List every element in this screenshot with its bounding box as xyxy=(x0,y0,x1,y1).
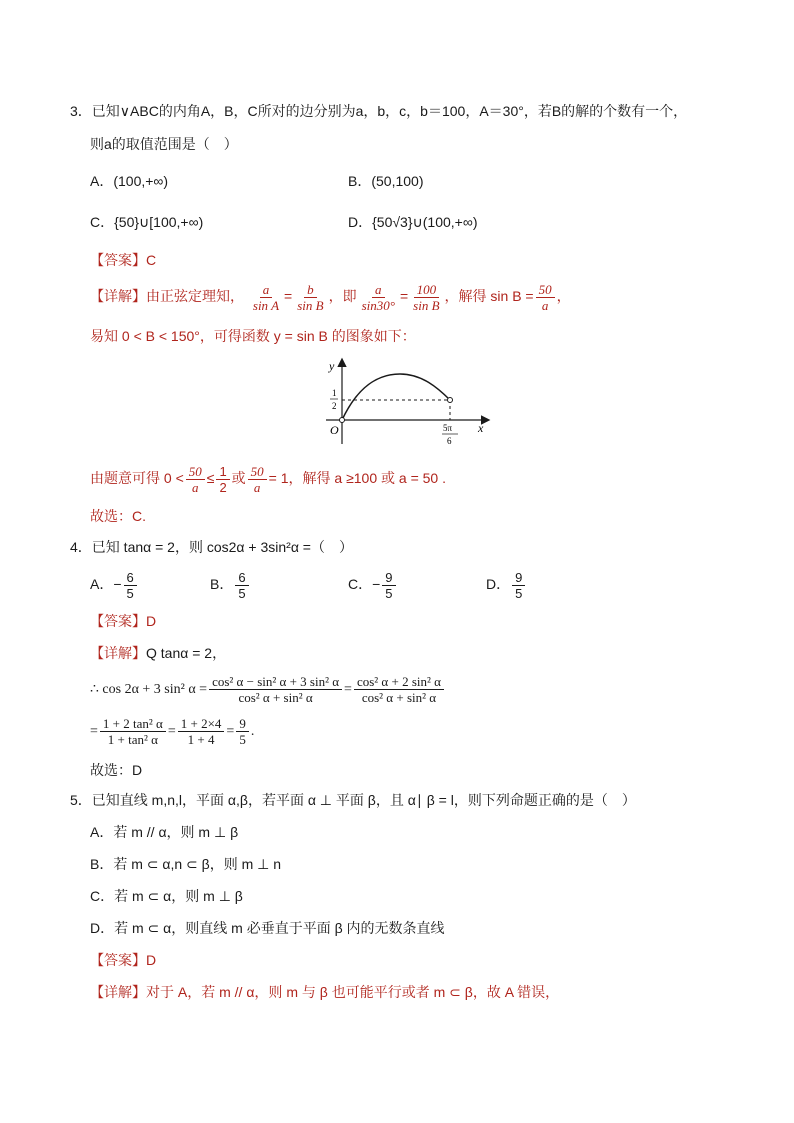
q3-option-b: B．(50,100) xyxy=(348,173,424,189)
x-axis-label: x xyxy=(478,421,484,435)
q5-explain: 【详解】对于 A，若 m // α，则 m 与 β 也可能平行或者 m ⊂ β，故 A 错误， xyxy=(90,984,560,1000)
x-tick-den: 6 xyxy=(447,436,452,446)
fraction-h2: $\frac{1 + 2\times 4}{1 + 4}$ xyxy=(178,716,225,747)
q3-explain-line2: 易知 0 < B < 150°，可得函数 y = sin B 的图象如下： xyxy=(90,328,416,344)
q4-option-d: D． $\frac{9}{5}$ xyxy=(486,566,527,602)
q4-explain-line1: 【详解】Q tanα = 2， xyxy=(90,645,227,661)
q4-option-a: A．− $\frac{6}{5}$ xyxy=(90,566,139,602)
q3-explain-text1: 由正弦定理知， xyxy=(146,288,244,304)
fraction-g2: $\frac{\text{cos² α + 2 sin² α}}{\text{cos² α + sin² α}}$ xyxy=(354,674,444,705)
y-axis-label: y xyxy=(329,359,335,373)
q5-answer: 【答案】D xyxy=(90,952,157,968)
fraction-1-over-2: $\frac{1}{2}$ xyxy=(216,464,229,495)
open-point-origin xyxy=(340,418,345,423)
y-tick-num: 1 xyxy=(332,388,337,398)
q3-option-d: D．{50√3}∪(100,+∞) xyxy=(348,214,478,230)
fraction-b-over-sinB: $\frac{b}{\text{sin B}}$ xyxy=(297,281,324,313)
q3-answer: 【答案】C xyxy=(90,252,157,268)
fraction-g1: $\frac{\text{cos² α − sin² α + 3 sin² α}}{\text{cos² α + sin² α}}$ xyxy=(209,674,342,705)
origin-label: O xyxy=(330,423,339,437)
fraction-100-over-sinB: $\frac{100}{\text{sin B}}$ xyxy=(413,281,440,313)
q3-stem-line1: 3．已知∨ABC的内角A，B，C所对的边分别为a，b，c，b＝100，A＝30°，若B的解的个数有一个， xyxy=(70,103,688,119)
fraction-50-over-a: $\frac{50}{a}$ xyxy=(536,282,555,313)
q4-stem: 4．已知 tanα = 2，则 cos2α + 3sin²α =（ ） xyxy=(70,539,353,555)
q5-option-a: A．若 m // α，则 m ⊥ β xyxy=(90,824,239,840)
x-tick-num: 5π xyxy=(443,423,453,433)
q5-option-b: B．若 m ⊂ α,n ⊂ β，则 m ⊥ n xyxy=(90,856,282,872)
q3-option-c: C．{50}∪[100,+∞) xyxy=(90,214,204,230)
q4-option-c: C．− $\frac{9}{5}$ xyxy=(348,566,398,602)
q4-explain-line2: ∴ cos 2α + 3 sin² α = $\frac{\text{cos² α − sin² α + 3 sin² α}}{\text{cos² α + sin² α}}$ = $\frac{\text{cos² α + 2 sin² α}}{\text{cos² α + sin² α}}$ xyxy=(90,670,446,710)
q5-stem: 5．已知直线 m,n,l，平面 α,β，若平面 α ⊥ 平面 β，且 α∣ β = l，则下列命题正确的是（ ） xyxy=(70,792,636,808)
explain-tag: 【详解】 xyxy=(90,984,146,1000)
q3-explain-line3: 由题意可得 0 < $\frac{50}{a}$ ≤ $\frac{1}{2}$ 或 $\frac{50}{a}$ = 1，解得 a ≥100 或 a = 50 . xyxy=(90,463,447,495)
q5-option-d: D．若 m ⊂ α，则直线 m 必垂直于平面 β 内的无数条直线 xyxy=(90,920,445,936)
q4-explain-line3: = $\frac{\text{1 + 2 tan² α}}{\text{1 + tan² α}}$ = $\frac{1 + 2\times 4}{1 + 4}$ = $\frac{9}{5}$ . xyxy=(90,716,255,748)
sine-curve xyxy=(342,374,450,420)
q3-stem-line2: 则a的取值范围是（ ） xyxy=(90,136,238,152)
fraction-h1: $\frac{\text{1 + 2 tan² α}}{\text{1 + tan² α}}$ xyxy=(100,716,166,747)
y-tick-den: 2 xyxy=(332,401,337,411)
explain-tag: 【详解】 xyxy=(90,645,146,661)
fraction-h3: $\frac{9}{5}$ xyxy=(236,716,249,747)
q3-choose: 故选：C. xyxy=(90,508,146,524)
q5-option-c: C．若 m ⊂ α，则 m ⊥ β xyxy=(90,888,243,904)
q4-choose: 故选：D xyxy=(90,762,143,778)
open-point-end xyxy=(448,398,453,403)
fraction-a-over-sinA: $\frac{a}{\text{sin A}}$ xyxy=(252,281,280,313)
sine-graph xyxy=(318,356,493,448)
q4-option-b: B． $\frac{6}{5}$ xyxy=(210,566,251,602)
fraction-a-over-sin30: $\frac{a}{\sin 30^\circ}$ xyxy=(361,281,395,313)
fraction-50-over-a-2: $\frac{50}{a}$ xyxy=(186,464,205,495)
fraction-50-over-a-3: $\frac{50}{a}$ xyxy=(248,464,267,495)
q3-option-a: A．(100,+∞) xyxy=(90,173,169,189)
explain-tag: 【详解】 xyxy=(90,288,146,304)
q3-explain-line1: 【详解】由正弦定理知， $\frac{a}{\text{sin A}}$ = $\frac{b}{\text{sin B}}$ ，即 $\frac{a}{\sin 30^\circ}$ = $\frac{100}{\text{sin B}}$ ，解得 sin B = $\frac{50}{a}$ ， xyxy=(90,281,571,313)
q4-answer: 【答案】D xyxy=(90,613,157,629)
